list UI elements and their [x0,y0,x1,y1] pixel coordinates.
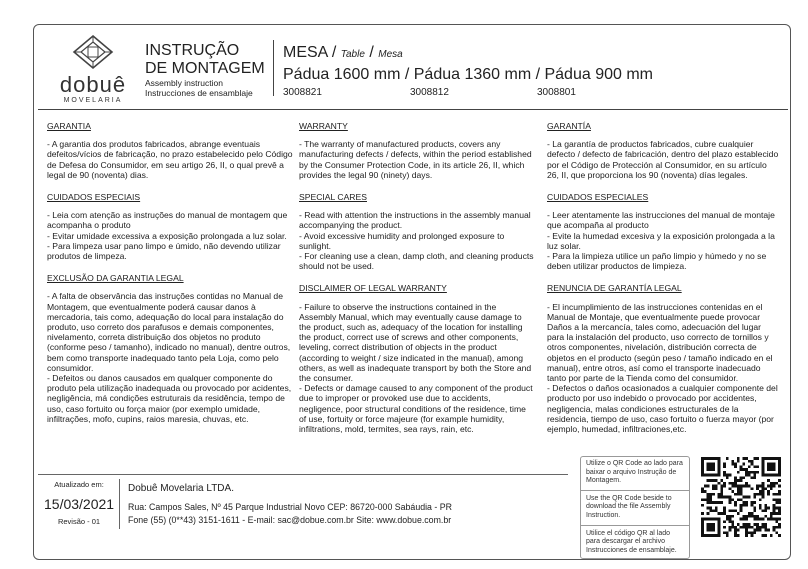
subtitle-es: Instrucciones de ensamblaje [145,88,253,98]
exclusion-text-es-1: - El incumplimiento de las instrucciones contenidas en el Manual de Montaje, que eventualmente puede provocar Daños a la mercancía, tales como, adecuación del lugar para la instalación del producto, uso correcto de tornillos y otros componentes, nivelación, distribución correcta de objetos en el producto (según peso / tamaño indicado en el manual), entre otros, así como el transporte inadecuado tanto por parte de la Tienda como del consumidor. [547,301,773,384]
warranty-title-pt: GARANTIA [47,121,91,131]
qr-separator [581,490,689,491]
company-address: Rua: Campos Sales, Nº 45 Parque Industrial Novo CEP: 86720-000 Sabáudia - PR [128,502,452,512]
exclusion-title-pt: EXCLUSÃO DA GARANTIA LEGAL [47,273,184,284]
company-contact: Fone (55) (0**43) 3151-1611 - E-mail: sac@dobue.com.br Site: www.dobue.com.br [128,515,452,525]
updated-label: Atualizado em: [54,480,104,489]
company-name: Dobuê Movelaria LTDA. [128,483,234,494]
warranty-title-es: GARANTÍA [547,121,591,131]
exclusion-title-en: DISCLAIMER OF LEGAL WARRANTY [299,283,447,294]
care-text-es-2: - Evite la humedad excesiva y la exposición prolongada a la luz solar. [547,230,775,251]
column-english [299,121,535,446]
header-rule [38,109,788,110]
brand-logo [56,34,134,112]
brand-name: dobuê [59,72,127,97]
updated-date: 15/03/2021 [44,496,115,512]
care-text-pt-2: - Evitar umidade excessiva a exposição prolongada a luz solar. [47,230,287,241]
warranty-text-en: - The warranty of manufactured products, covers any manufacturing defects / defects, within the period established by the Consumer Protection Code, in its article 26, II, which provides the legal 90 (ninety) days. [299,139,532,180]
revision-box [44,480,114,526]
product-pt: MESA / [283,44,341,61]
product-sep: / [364,44,379,61]
care-title-es: CUIDADOS ESPECIALES [547,192,649,203]
warranty-text-pt: - A garantia dos produtos fabricados, abrange eventuais defeitos/vícios de fabricação, no prazo estabelecido pelo Código de Defesa do Consumidor, em seu artigo 26, II, o qual prevê a legal de 90 (noventa) dias. [47,139,293,180]
product-es: Mesa [378,49,403,60]
qr-separator [581,525,689,526]
care-title-en: SPECIAL CARES [299,192,367,203]
product-en: Table [340,49,365,60]
exclusion-text-pt-1: - A falta de observância das instruções contidas no Manual de Montagem, que eventualmente poderá causar danos à mercadoria, tais como, adequação do local para instalação do produto, uso correto dos parafusos e demais componentes, nivelamento, correta distribuição dos objetos no produto (conforme peso / tamanho), indicado no manual), dentre outros, bem como transporte inadequado tanto pela Loja, como pelo consumidor. [47,291,291,373]
warranty-text-es: - La garantía de productos fabricados, cubre cualquier defecto / defecto de fabricación, dentro del plazo establecido por el Código de Protección al Consumidor, en su artículo 26, II, que proporciona los 90 (noventa) días legales. [547,139,779,180]
product-models: Pádua 1600 mm / Pádua 1360 mm / Pádua 900 mm [283,66,653,83]
subtitle-en: Assembly instruction [145,78,223,88]
care-text-es-3: - Para la limpieza utilice un paño limpio y húmedo y no se deben utilizar productos de limpieza. [547,251,767,272]
exclusion-text-en-2: - Defects or damage caused to any component of the product due to improper or provoked use due to accidents, negligence, poor structural conditions of the residence, time of use, fortuity or force majeure (for example humidity, infiltrations, mold, termites, sea rays, rain, etc. [299,383,533,435]
document-title [145,42,265,78]
document-subtitle [145,78,253,98]
qr-text-pt: Utilize o QR Code ao lado para baixar o arquivo Instrução de Montagem. [586,460,683,485]
care-text-pt-3: - Para limpeza usar pano limpo e úmido, não devendo utilizar produtos de limpeza. [47,240,281,262]
footer-rule [38,474,568,475]
title-line-2: DE MONTAGEM [145,60,265,77]
header-divider [273,40,274,96]
qr-text-en: Use the QR Code beside to download the file Assembly Instruction. [586,494,672,519]
care-text-es-1: - Leer atentamente las instrucciones del manual de montaje que acompaña al producto [547,210,775,231]
revision-label: Revisão - 01 [57,517,101,526]
column-portuguese [47,121,295,436]
exclusion-text-es-2: - Defectos o daños ocasionados a cualquier componente del producto por uso indebido o provocado por accidentes, negligencia, malas condiciones estructurales de la residencia, tiempo de uso, caso fortuito o fuerza mayor (por ejemplo, humedad, infiltraciones,etc. [547,383,778,435]
care-title-pt: CUIDADOS ESPECIAIS [47,192,141,203]
qr-instructions [580,456,690,559]
care-text-en-1: - Read with attention the instructions in the assembly manual accompanying the product. [299,210,531,231]
qr-code-icon[interactable] [701,457,781,537]
title-line-1: INSTRUÇÃO [145,42,240,59]
care-text-en-3: - For cleaning use a clean, damp cloth, and cleaning products should not be used. [299,251,534,272]
product-code-2: 3008812 [410,87,449,98]
exclusion-title-es: RENUNCIA DE GARANTÍA LEGAL [547,283,682,294]
product-name [283,44,403,62]
exclusion-text-en-1: - Failure to observe the instructions contained in the Assembly Manual, which may eventually cause damage to the product, such as, adequacy of the location for installing the product, correct use of screws and other components, leveling, correct distribution of objects in the product (according to weight / size indicated in the manual), among others, as well as inadequate transport by both the Store and the consumer. [299,301,532,384]
product-code-1: 3008821 [283,87,322,98]
product-code-3: 3008801 [537,87,576,98]
exclusion-text-pt-2: - Defeitos ou danos causados em qualquer componente do produto pela utilização inadequada ou provocado por acidentes, negligência, má condições estruturais da residência, tempo de uso, caso fortuito ou força maior (por exemplo umidade, infiltrações, mofo, cupins, raios maresia, chuvas, etc. [47,373,292,424]
care-text-en-2: - Avoid excessive humidity and prolonged exposure to sunlight. [299,230,505,251]
warranty-title-en: WARRANTY [299,121,348,131]
column-spanish [547,121,779,446]
cube-logo-icon [68,34,118,72]
qr-text-es: Utilice el código QR al lado para descargar el archivo Instrucciones de ensamblaje. [586,529,677,554]
brand-tagline: MOVELARIA [63,97,123,104]
care-text-pt-1: - Leia com atenção as instruções do manual de montagem que acompanha o produto [47,210,288,231]
footer-divider [119,479,120,529]
